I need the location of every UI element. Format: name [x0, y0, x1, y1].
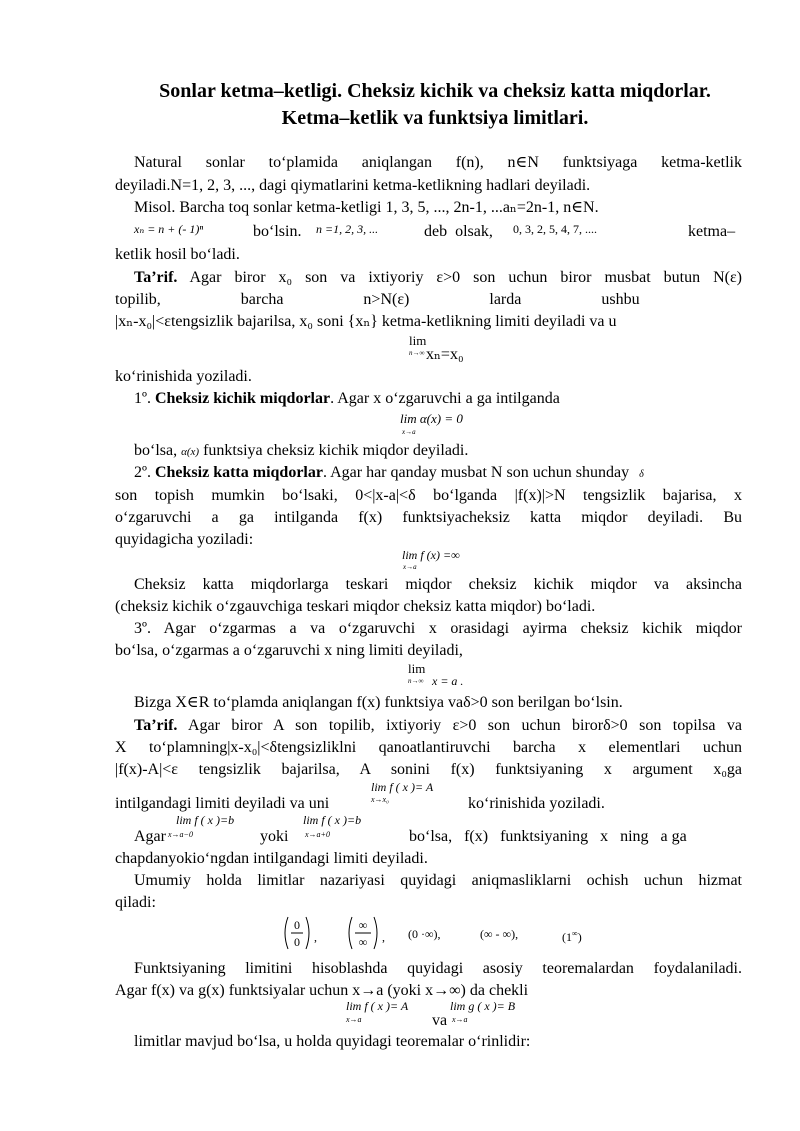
- tarif2-line-1: [134, 715, 742, 737]
- text-bolsin: bo‘lsin.: [253, 223, 302, 240]
- s2-formula: lim f (x) =∞: [402, 548, 460, 562]
- svg-text:0: 0: [294, 935, 300, 949]
- s1-formula-sub: x→a: [402, 428, 416, 436]
- p6-va: va: [432, 1012, 448, 1029]
- formula-n-values: n =1, 2, 3, ...: [316, 222, 379, 236]
- s2-formula-sub: x→a: [403, 563, 417, 571]
- p6-formula-1-sub: x→a: [346, 1015, 362, 1024]
- s1-line-3: [134, 440, 742, 463]
- form-zero-times-inf: (0 ·∞),: [408, 927, 441, 941]
- s2-line-4: quyidagicha yoziladi:: [115, 531, 254, 548]
- s3-expr: x = a .: [432, 674, 464, 688]
- svg-text:,: ,: [382, 930, 385, 944]
- p3-line-1: Bizga X∈R to‘plamda aniqlangan f(x) funktsiya vaδ>0 son berilgan bo‘lsin.: [134, 694, 623, 711]
- p1-line-2: deyiladi.N=1, 2, 3, ..., dagi qiymatlarini ketma-ketlikning hadlari deyiladi.: [115, 177, 591, 194]
- svg-text:∞: ∞: [358, 918, 368, 932]
- p5-line-1: Umumiy holda limitlar nazariyasi quyidagi aniqmasliklarni ochish uchun hizmat: [134, 872, 742, 889]
- tarif2-line-4b: ko‘rinishida yoziladi.: [468, 795, 605, 812]
- tarif1-label: Ta’rif.: [134, 269, 178, 286]
- tarif1-line-3: |xₙ-x₀|<εtengsizlik bajarilsa, x₀ soni {xₙ} ketma-ketlikning limiti deyiladi va u: [115, 313, 617, 330]
- svg-text:0: 0: [294, 918, 300, 932]
- s3-lim: lim: [408, 661, 426, 676]
- tarif2-label: Ta’rif.: [134, 717, 178, 734]
- s1-line-1: [134, 388, 742, 410]
- form-inf-minus-inf: (∞ - ∞),: [480, 927, 519, 941]
- p1-line-1: Natural sonlar to‘plamida aniqlangan f(n), n∈N funktsiyaga ketma-ketlik: [134, 154, 742, 171]
- tarif2-line-4a: intilgandagi limiti deyiladi va uni: [115, 795, 330, 812]
- s2-line-3: o‘zgaruvchi a ga intilganda f(x) funktsiyacheksiz katta miqdor deyiladi. Bu: [115, 509, 742, 526]
- s2-line-2: son topish mumkin bo‘lsaki, 0<|x-a|<δ bo‘lganda |f(x)|>N tengsizlik bajarisa, x: [115, 487, 742, 504]
- form-zero-over-zero: [280, 913, 326, 953]
- form-one-pow-inf: (1∞): [562, 929, 582, 944]
- text-deb-olsak: deb olsak,: [424, 223, 493, 240]
- tarif1-lim-expr: xₙ=x₀: [426, 346, 464, 363]
- p1-line-5: ketlik hosil bo‘ladi.: [115, 246, 240, 263]
- tarif2-formula: lim f ( x )= A: [371, 780, 434, 794]
- tarif2-formula-sub: x→x₀: [371, 795, 389, 804]
- p4-agar: Agar: [134, 828, 166, 845]
- s1-formula: lim α(x) = 0: [400, 411, 463, 426]
- form-inf-over-inf: [344, 913, 394, 953]
- p4-yoki: yoki: [260, 828, 289, 845]
- tarif2-line-2: X to‘plamning|x-x₀|<δtengsizliklni qanoatlantiruvchi barcha x elementlari uchun: [115, 739, 742, 756]
- tarif2-line-3: |f(x)-A|<ε tengsizlik bajarilsa, A sonini f(x) funktsiyaning x argument x₀ga: [115, 761, 742, 778]
- tarif1-text-1: Agar biror x₀ son va ixtiyoriy ε>0 son uchun biror musbat butun N(ε): [189, 269, 742, 286]
- svg-text:∞: ∞: [358, 935, 368, 949]
- p6-line-4: limitlar mavjud bo‘lsa, u holda quyidagi teoremalar o‘rinlidir:: [134, 1033, 531, 1050]
- svg-text:,: ,: [314, 930, 317, 944]
- s2-text: . Agar har qanday musbat N son uchun shunday: [322, 464, 630, 481]
- indeterminate-forms: [280, 913, 620, 953]
- p2-line-2: (cheksiz kichik o‘zgauvchiga teskari miqdor cheksiz katta miqdor) bo‘ladi.: [115, 598, 596, 615]
- s1-text-rest: funktsiya cheksiz kichik miqdor deyiladi.: [203, 442, 469, 459]
- s3-line-2: bo‘lsa, o‘zgarmas a o‘zgaruvchi x ning limiti deyiladi,: [115, 642, 463, 659]
- tarif2-text-1: Agar biror A son topilib, ixtiyoriy ε>0 son uchun birorδ>0 son topilsa va: [187, 717, 742, 734]
- s3-line-1: 3º. Agar o‘zgarmas a va o‘zgaruvchi x orasidagi ayirma cheksiz kichik miqdor: [134, 620, 742, 637]
- tarif1-lim: lim: [409, 333, 427, 348]
- p4-formula-2-sub: x→a+0: [305, 830, 330, 839]
- s1-alpha: α(x): [181, 446, 200, 458]
- p6-formula-2: lim g ( x )= B: [450, 999, 516, 1013]
- p6-line-1: Funktsiyaning limitini hisoblashda quyidagi asosiy teoremalardan foydalaniladi.: [134, 960, 742, 977]
- s2-delta: δ: [639, 469, 644, 480]
- s1-heading: Cheksiz kichik miqdorlar: [154, 390, 331, 407]
- p1-line-3: Misol. Barcha toq sonlar ketma-ketligi 1, 3, 5, ..., 2n-1, ...aₙ=2n-1, n∈N.: [134, 199, 599, 216]
- title-line-1: Sonlar ketma–ketligi. Cheksiz kichik va cheksiz katta miqdorlar.: [159, 80, 711, 102]
- formula-sequence: 0, 3, 2, 5, 4, 7, ....: [513, 222, 597, 236]
- s1-text-bolsa: bo‘lsa,: [134, 442, 178, 459]
- text-ketma: ketma–: [688, 223, 736, 240]
- s2-heading: Cheksiz katta miqdorlar: [154, 464, 323, 481]
- s1-text: . Agar x o‘zgaruvchi a ga intilganda: [330, 390, 560, 407]
- tarif1-line-5: ko‘rinishida yoziladi.: [115, 368, 252, 385]
- p4-formula-1-sub: x→a−0: [168, 830, 193, 839]
- p2-line-1: Cheksiz katta miqdorlarga teskari miqdor cheksiz kichik miqdor va aksincha: [134, 576, 742, 593]
- tarif1-line-1: [134, 267, 742, 289]
- title-line-2: Ketma–ketlik va funktsiya limitlari.: [281, 107, 589, 129]
- p6-formula-2-sub: x→a: [452, 1015, 468, 1024]
- formula-xn: xₙ = n + (- 1)ⁿ: [134, 222, 204, 236]
- s1-num: 1º.: [134, 390, 151, 407]
- p4-line-2: chapdanyokio‘ngdan intilgandagi limiti deyiladi.: [115, 850, 428, 867]
- p5-line-2: qiladi:: [115, 894, 156, 911]
- p6-formula-1: lim f ( x )= A: [346, 999, 409, 1013]
- p6-line-2: Agar f(x) va g(x) funktsiyalar uchun x→a (yoki x→∞) da chekli: [115, 982, 529, 999]
- s3-lim-sub: n→∞: [408, 677, 424, 685]
- tarif1-line-2: topilib, barcha n>N(ε) larda ushbu: [115, 291, 640, 308]
- s2-num: 2º.: [134, 464, 151, 481]
- p4-formula-2: lim f ( x )=b: [303, 813, 362, 827]
- p4-rest: bo‘lsa, f(x) funktsiyaning x ning a ga: [409, 828, 687, 845]
- p4-formula-1: lim f ( x )=b: [176, 813, 235, 827]
- s2-line-1: [134, 462, 742, 486]
- tarif1-lim-sub: n→∞: [409, 349, 425, 357]
